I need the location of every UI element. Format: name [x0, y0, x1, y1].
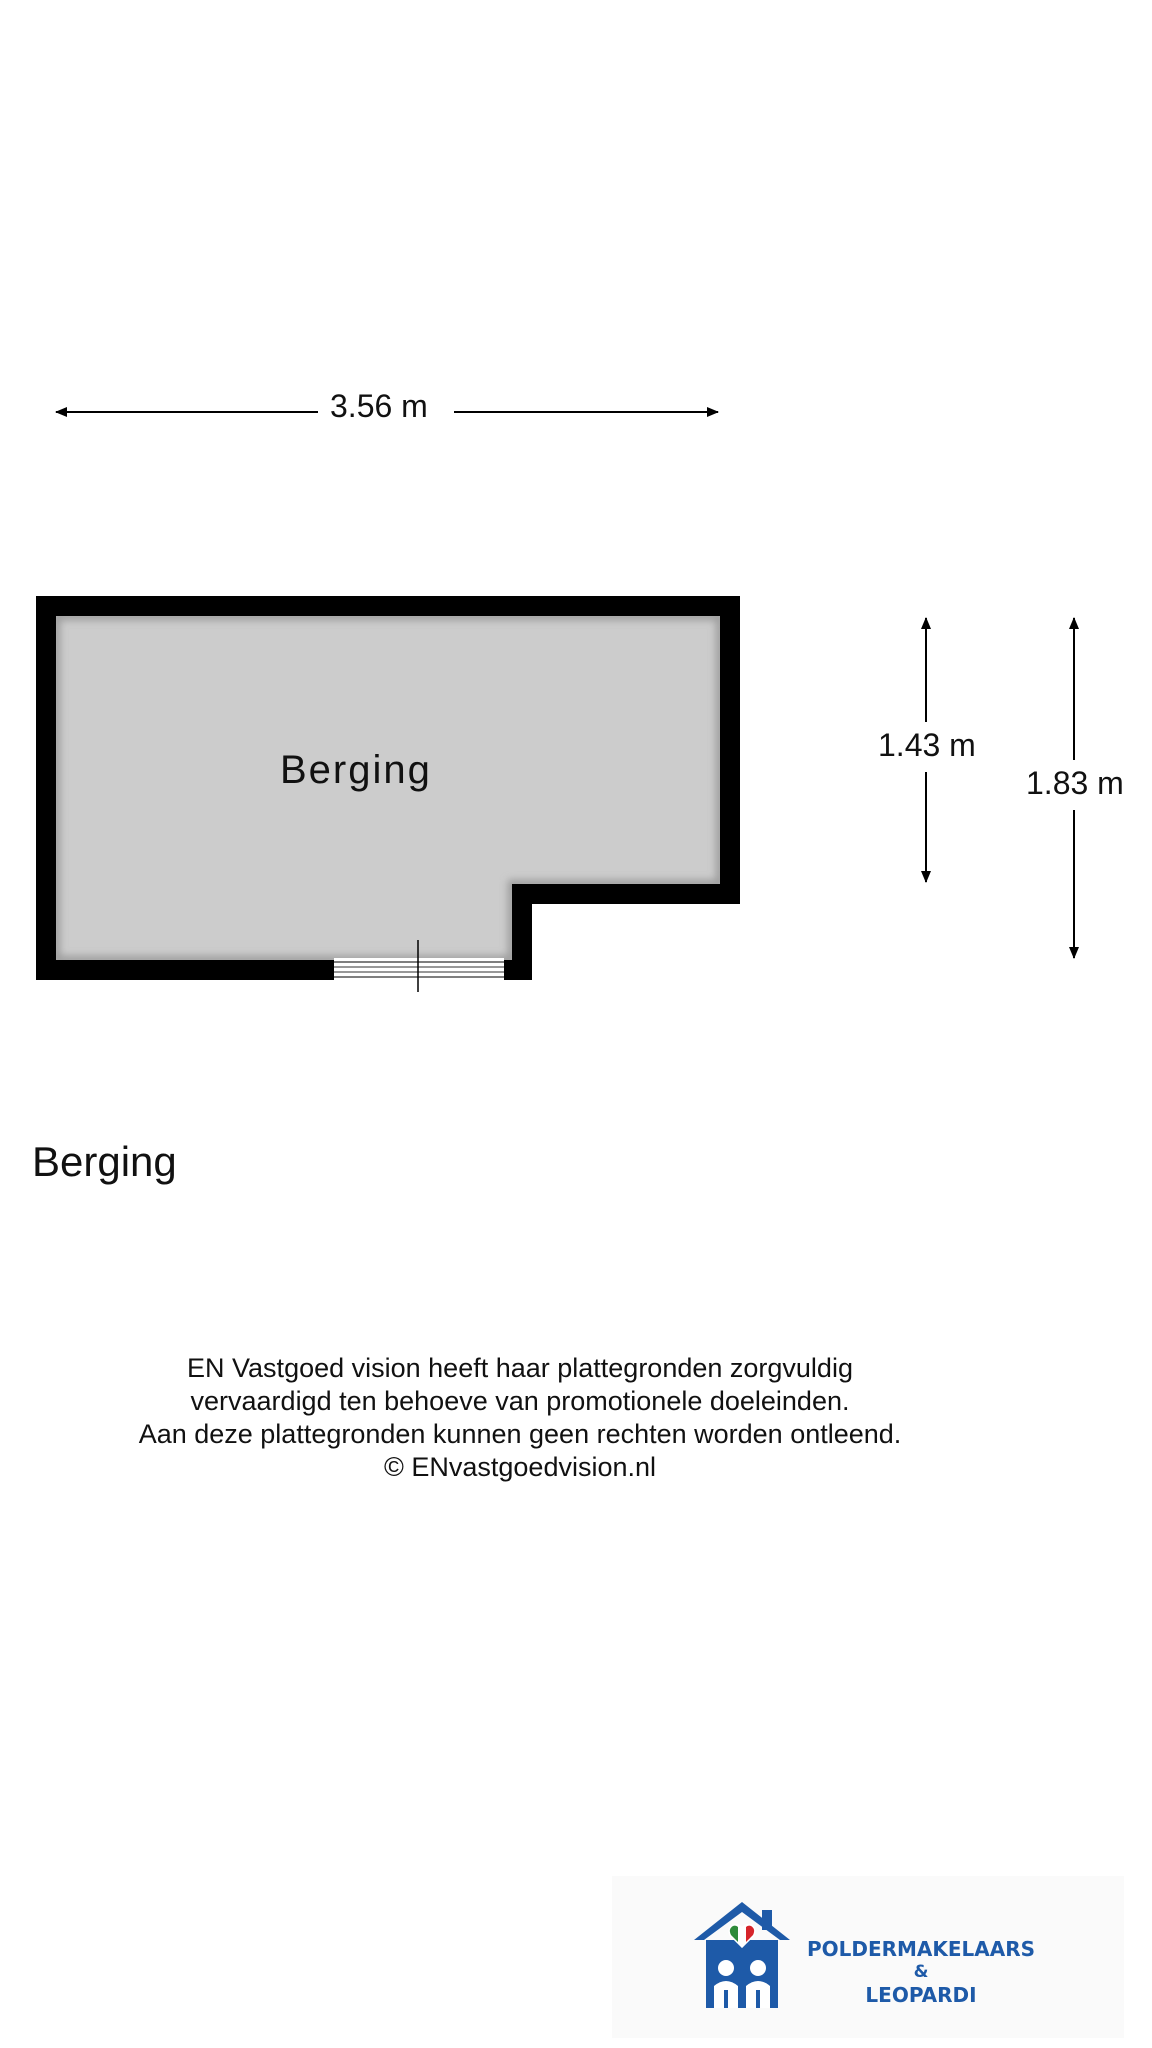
logo-line-2: &	[913, 1962, 929, 1982]
disclaimer	[40, 1352, 1000, 1484]
floor-title: Berging	[32, 1138, 177, 1185]
company-logo	[612, 1876, 1124, 2038]
logo-line-1: POLDERMAKELAARS	[806, 1937, 1036, 1961]
disclaimer-line: © ENvastgoedvision.nl	[383, 1452, 657, 1482]
room-label: Berging	[280, 748, 432, 792]
room-berging	[36, 596, 740, 992]
width-label: 3.56 m	[320, 388, 438, 425]
logo-text	[786, 1938, 1056, 2007]
height-inner-label: 1.43 m	[868, 727, 986, 764]
disclaimer-line: EN Vastgoed vision heeft haar plattegronden zorgvuldig	[187, 1353, 853, 1383]
logo-line-3: LEOPARDI	[865, 1983, 977, 2007]
disclaimer-line: Aan deze plattegronden kunnen geen rechten worden ontleend.	[138, 1419, 902, 1449]
house-heart-icon	[692, 1900, 792, 2010]
height-outer-label: 1.83 m	[1016, 765, 1134, 802]
disclaimer-line: vervaardigd ten behoeve van promotionele doeleinden.	[190, 1386, 850, 1416]
